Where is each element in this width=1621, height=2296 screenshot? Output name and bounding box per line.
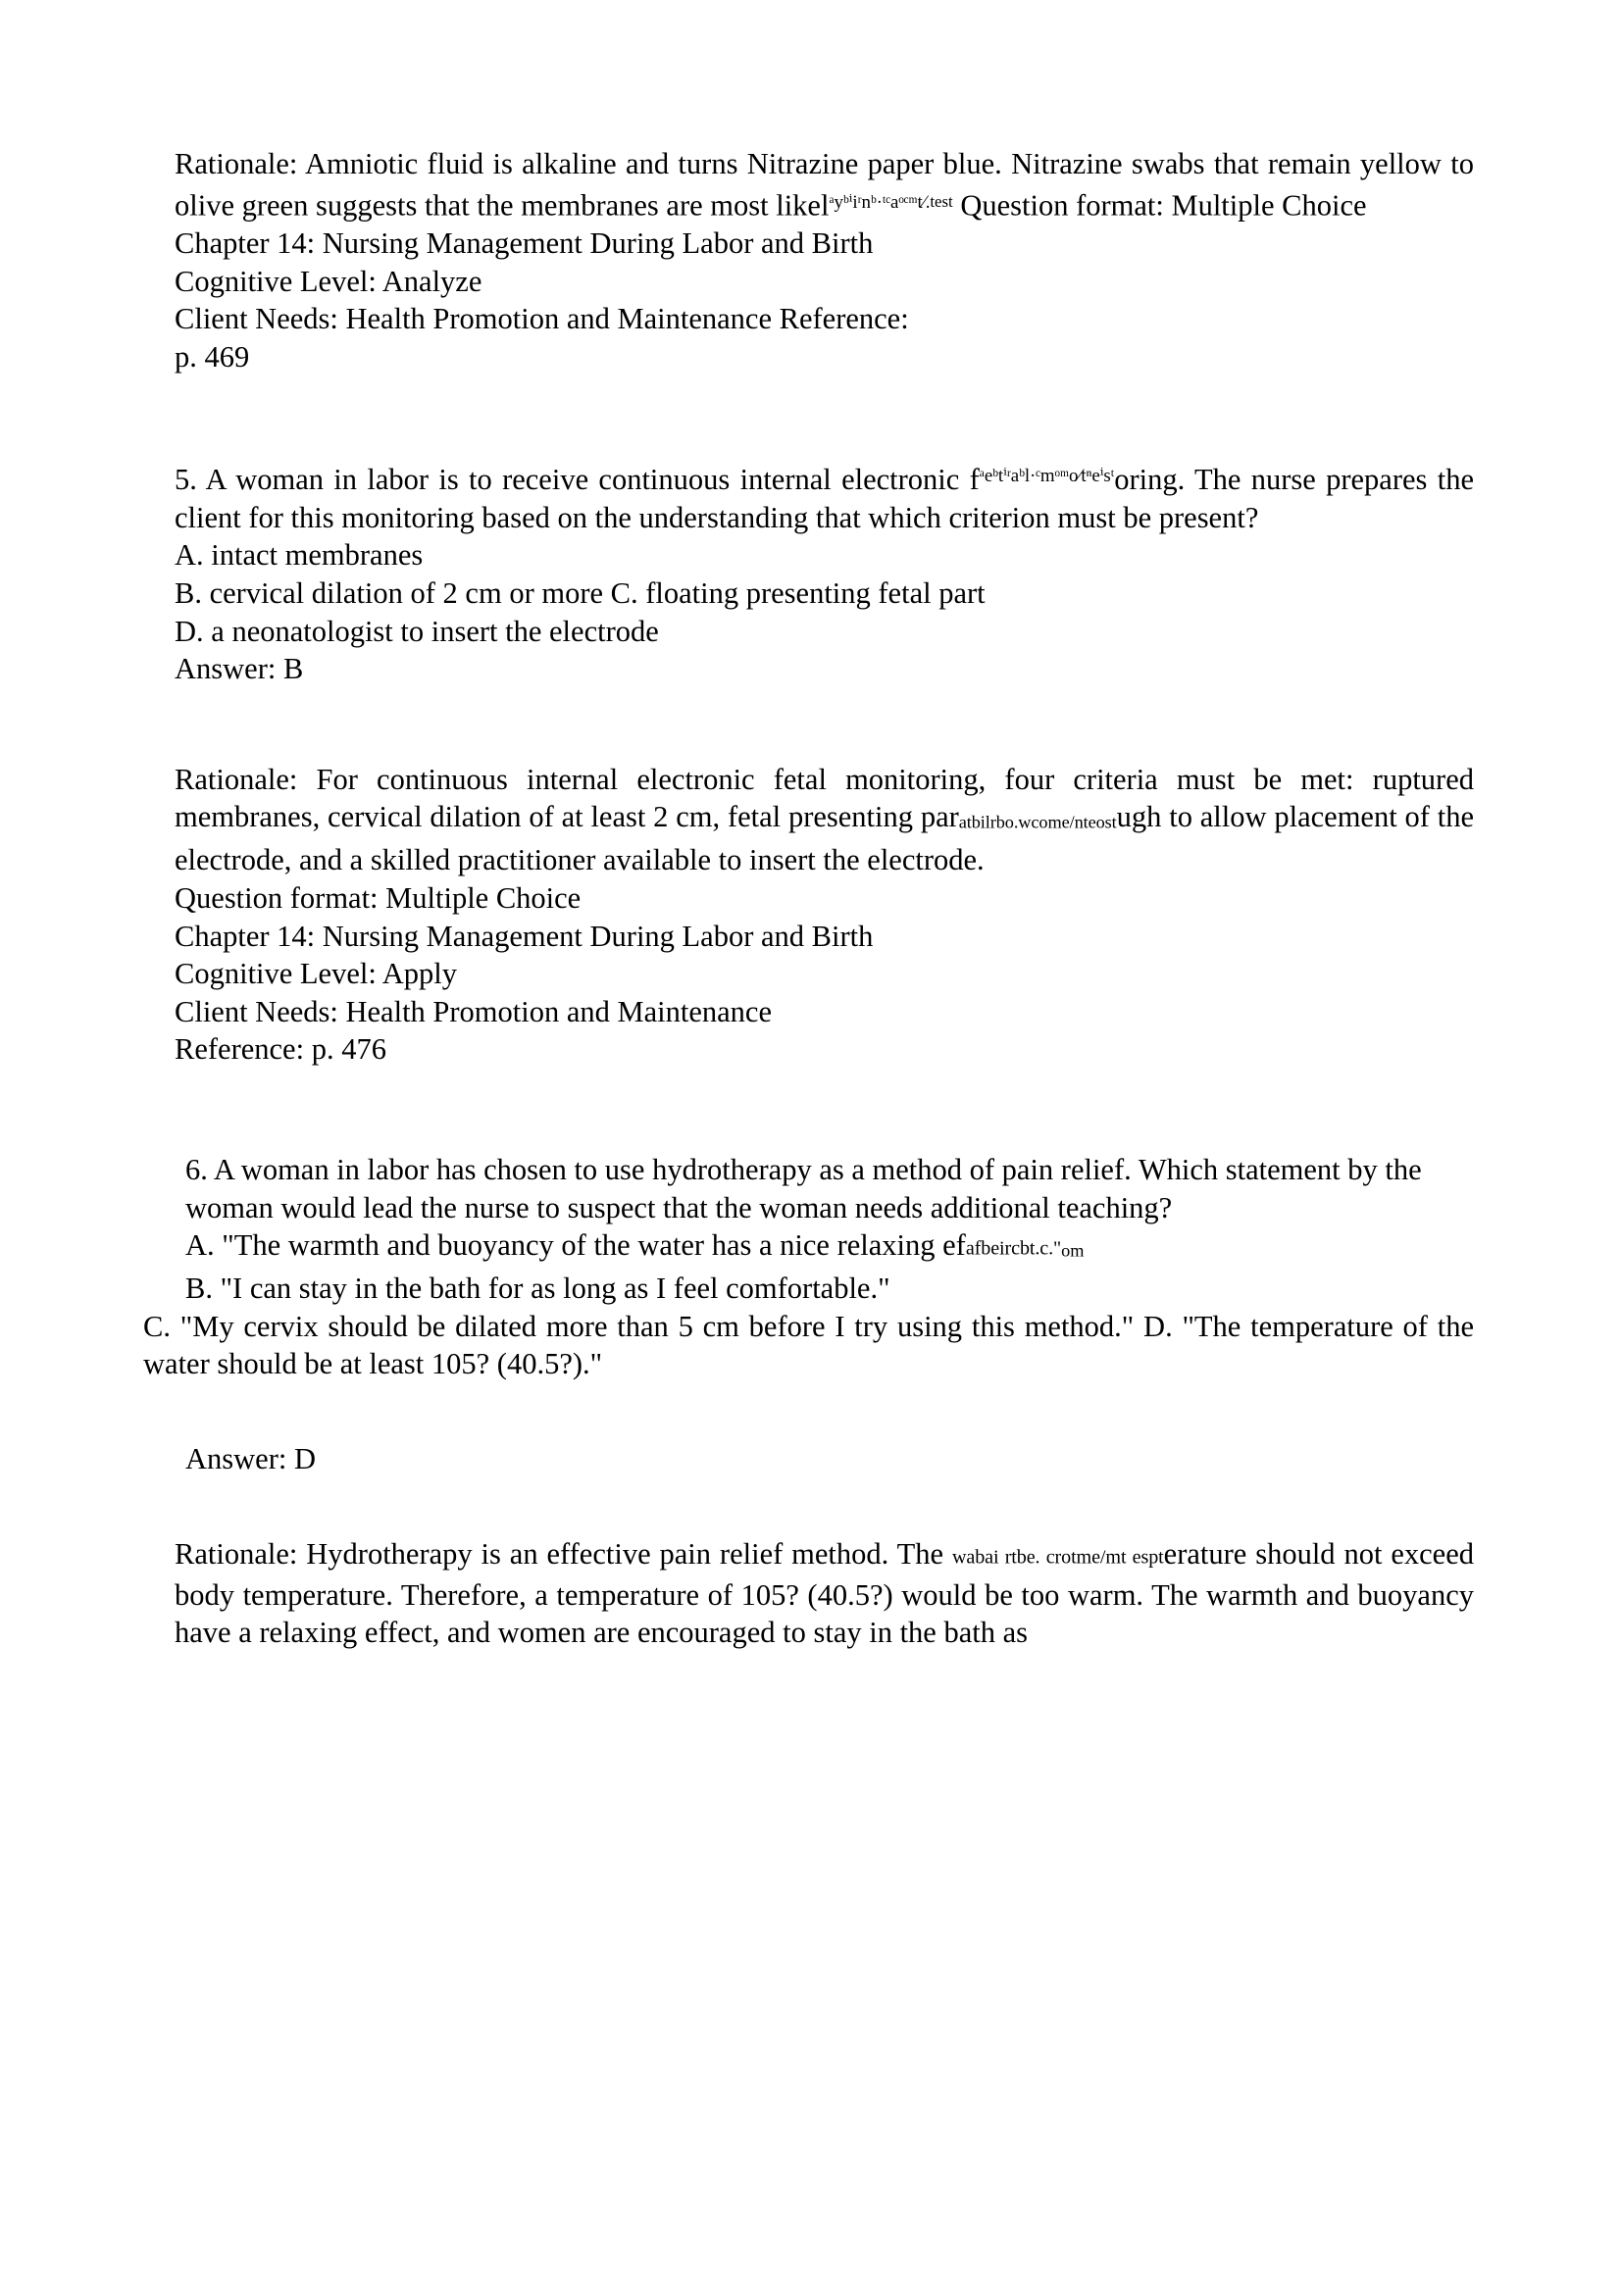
question-6-option-c: [143, 1308, 1474, 1383]
rationale-6-after: erature should not exceed body temperature. Therefore, a temperature of 105? (40.5?) would be too warm. The warmth and buoyancy have a relaxing effect, and women are encouraged to stay in the bath as: [175, 1536, 1474, 1650]
block-spacer: [175, 1383, 1474, 1440]
rationale-4-after: Question format: Multiple Choice: [960, 188, 1367, 223]
block-spacer: [175, 1478, 1474, 1535]
question-5-number: 5.: [175, 463, 197, 497]
question-6-option-c-label: C.: [143, 1309, 171, 1343]
question-5-answer: Answer: B: [175, 652, 304, 686]
ocr-garble-tail: test: [930, 191, 953, 211]
question-6-number: 6.: [185, 1152, 208, 1186]
block-spacer: [175, 375, 1474, 458]
question-6-stem: [175, 1151, 1474, 1226]
ocr-garble-subscript: afbeircbt.c.": [965, 1237, 1062, 1260]
question-5-stem-before: A woman in labor is to receive continuous internal electronic f: [205, 463, 980, 497]
ocr-garble-subscript: atbilrbo.wcome/nteost: [958, 812, 1117, 832]
block-spacer: [175, 1069, 1474, 1151]
rationale-5-line-client-needs: Client Needs: Health Promotion and Maintenance: [175, 994, 773, 1028]
question-6-option-c-text: "My cervix should be dilated more than 5 cm before I try using this method." D. "The temperature of the water should be at least 105? (40.5?).": [143, 1309, 1475, 1381]
rationale-block-5: [175, 761, 1474, 879]
rationale-4-line-cognitive: Cognitive Level: Analyze: [175, 264, 482, 298]
question-6-stem-text: A woman in labor has chosen to use hydrotherapy as a method of pain relief. Which statement by the woman would lead the nurse to suspect that the woman needs additional teaching?: [185, 1152, 1422, 1224]
question-6-answer: Answer: D: [185, 1442, 316, 1475]
rationale-5-lead: Rationale: For continuous internal electronic fetal monitoring, four criteria must be met: ruptured membranes, cervical dilation of at least 2 cm, fetal presenting par: [175, 762, 1474, 834]
question-5-stem: [175, 458, 1474, 536]
rationale-block-4: [175, 145, 1474, 225]
ocr-garble-superscript: ᵃyᵇⁱiʳnᵇ·ᵗᶜaᵒᶜᵐt⁄.: [829, 191, 931, 213]
rationale-5-line-format: Question format: Multiple Choice: [175, 881, 582, 916]
rationale-4-line-chapter: Chapter 14: Nursing Management During Labor and Birth: [175, 225, 874, 260]
rationale-5-line-reference: Reference: p. 476: [175, 1032, 386, 1067]
rationale-block-6: [175, 1535, 1474, 1652]
rationale-5-garble-tail: ugh: [1116, 800, 1162, 834]
question-6-option-b: B. "I can stay in the bath for as long as I feel comfortable.": [185, 1272, 890, 1306]
question-5-option-d: D. a neonatologist to insert the electrode: [175, 614, 659, 648]
question-6-option-a: [175, 1226, 1474, 1270]
rationale-5-line-cognitive: Cognitive Level: Apply: [175, 957, 458, 991]
block-spacer: [175, 688, 1474, 761]
ocr-garble-subscript-tail: om: [1061, 1240, 1085, 1261]
question-5-option-b: B. cervical dilation of 2 cm or more C. floating presenting fetal part: [175, 576, 986, 610]
ocr-garble-superscript: ᵃeᵇtⁱʳaᵇl·ᶜmᵒᵐo⁄tⁿeⁱsᵗ: [979, 466, 1115, 487]
rationale-4-line-page: p. 469: [175, 339, 250, 374]
question-6-option-a-before: A. "The warmth and buoyancy of the water has a nice relaxing ef: [185, 1228, 966, 1263]
ocr-garble-subscript: wabai rtbe. crotme/mt espt: [951, 1546, 1164, 1569]
rationale-4-lead: Rationale: Amniotic fluid is alkaline and turns Nitrazine paper blue. Nitrazine swabs that remain yellow to olive green suggests that the membranes are most likel: [175, 147, 1474, 223]
rationale-5-line-chapter: Chapter 14: Nursing Management During Labor and Birth: [175, 919, 874, 953]
rationale-4-line-client-needs: Client Needs: Health Promotion and Maintenance Reference:: [175, 302, 909, 336]
question-5-stem-after: oring. The nurse prepares the client for this monitoring based on the understanding that which criterion must be present?: [175, 463, 1474, 534]
question-5-option-a: A. intact membranes: [175, 538, 424, 573]
rationale-5-after: to allow placement of the electrode, and a skilled practitioner available to insert the electrode.: [175, 800, 1474, 877]
rationale-6-lead: Rationale: Hydrotherapy is an effective pain relief method. The: [175, 1536, 944, 1571]
